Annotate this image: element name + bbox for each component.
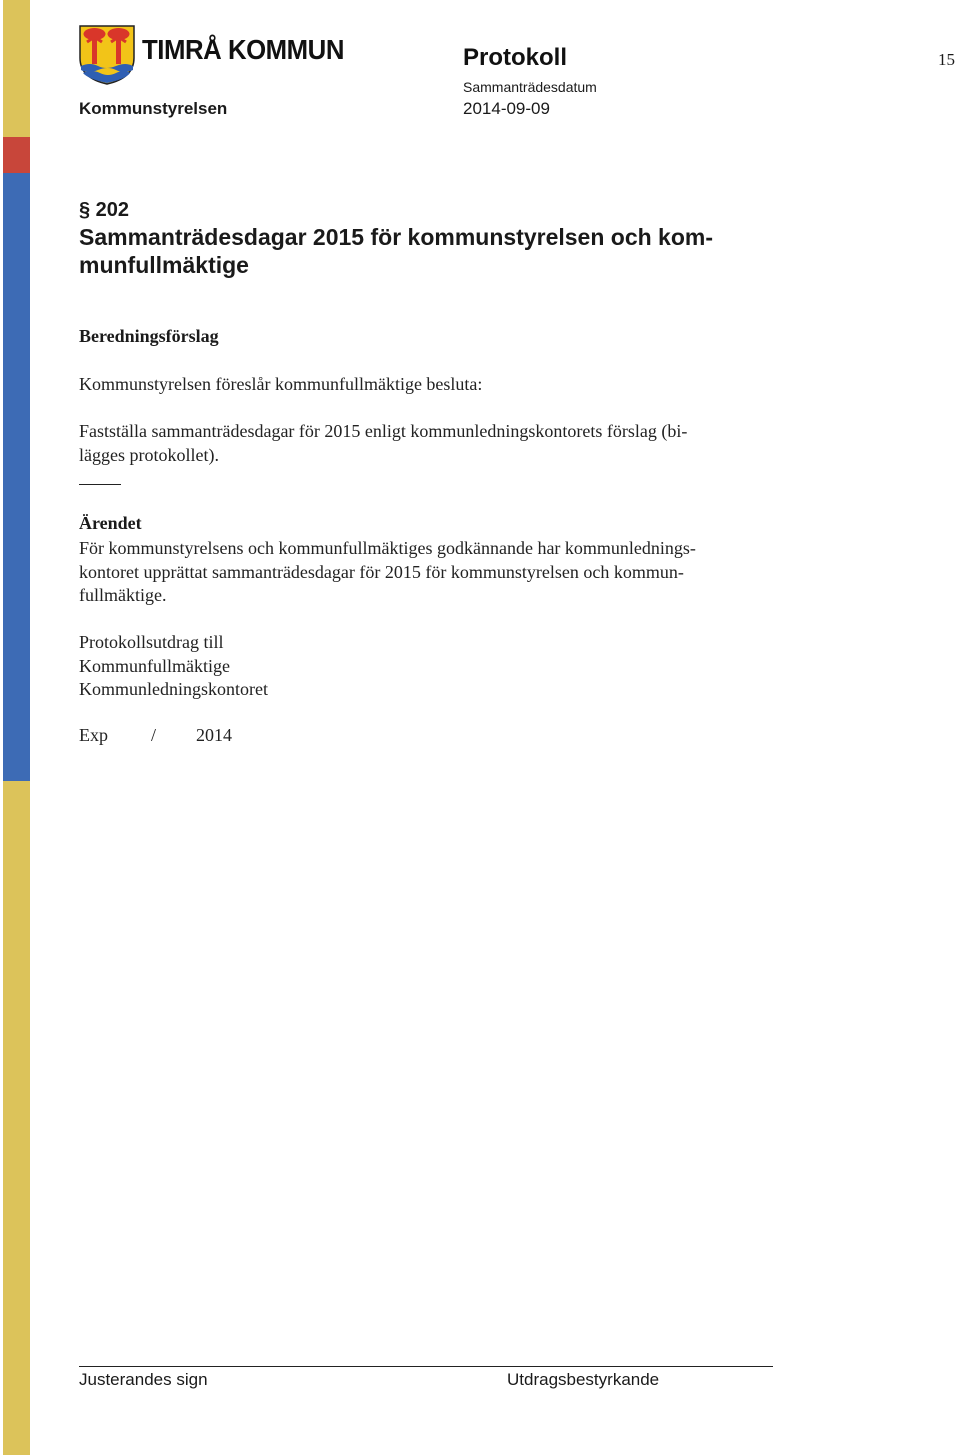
protokollsutdrag-heading: Protokollsutdrag till [79, 632, 224, 652]
margin-stripe-yellow-top [3, 0, 30, 137]
margin-stripe-blue [3, 173, 30, 781]
proposal-text [79, 420, 779, 467]
margin-stripe-yellow-bottom [3, 781, 30, 1455]
paragraph-number: § 202 [79, 199, 130, 221]
proposal-intro: Kommunstyrelsen föreslår kommunfullmäktige besluta: [79, 374, 483, 394]
protokollsutdrag-block [79, 631, 268, 702]
recipient-item: Kommunledningskontoret [79, 679, 268, 699]
item-title-line: Sammanträdesdagar 2015 för kommunstyrelsen och kom- [79, 224, 714, 250]
footer-utdragsbestyrkande: Utdragsbestyrkande [507, 1370, 660, 1389]
section-heading-beredningsforslag: Beredningsförslag [79, 326, 219, 346]
proposal-line: lägges protokollet). [79, 444, 219, 465]
expedition-line [79, 724, 232, 748]
page-number: 15 [938, 50, 955, 69]
recipient-item: Kommunfullmäktige [79, 655, 230, 676]
expedition-label: Exp [79, 725, 108, 745]
logo-wordmark: TIMRÅ KOMMUN [142, 34, 344, 65]
footer-justerandes-sign: Justerandes sign [79, 1370, 208, 1389]
margin-stripe-red [3, 137, 30, 173]
expedition-year: 2014 [196, 725, 232, 745]
proposal-line: Fastställa sammanträdesdagar för 2015 enligt kommunledningskontorets förslag (bi- [79, 421, 688, 441]
meeting-date: 2014-09-09 [463, 99, 550, 118]
arendet-text [79, 537, 779, 608]
document-title: Protokoll [463, 44, 568, 71]
arendet-line: fullmäktige. [79, 585, 167, 605]
expedition-slash: / [151, 725, 157, 745]
organization-name: Kommunstyrelsen [79, 99, 228, 118]
arendet-line: För kommunstyrelsens och kommunfullmäktiges godkännande har kommunlednings- [79, 538, 696, 558]
timra-coat-of-arms-icon [78, 24, 136, 86]
meeting-date-label: Sammanträdesdatum [463, 79, 597, 95]
item-title [79, 223, 779, 279]
section-heading-arendet: Ärendet [79, 513, 142, 533]
arendet-line: kontoret upprättat sammanträdesdagar för 2015 för kommunstyrelsen och kommun- [79, 561, 684, 582]
footer-divider [79, 1366, 773, 1367]
separator-dash [79, 484, 121, 485]
item-title-line: munfullmäktige [79, 252, 249, 278]
